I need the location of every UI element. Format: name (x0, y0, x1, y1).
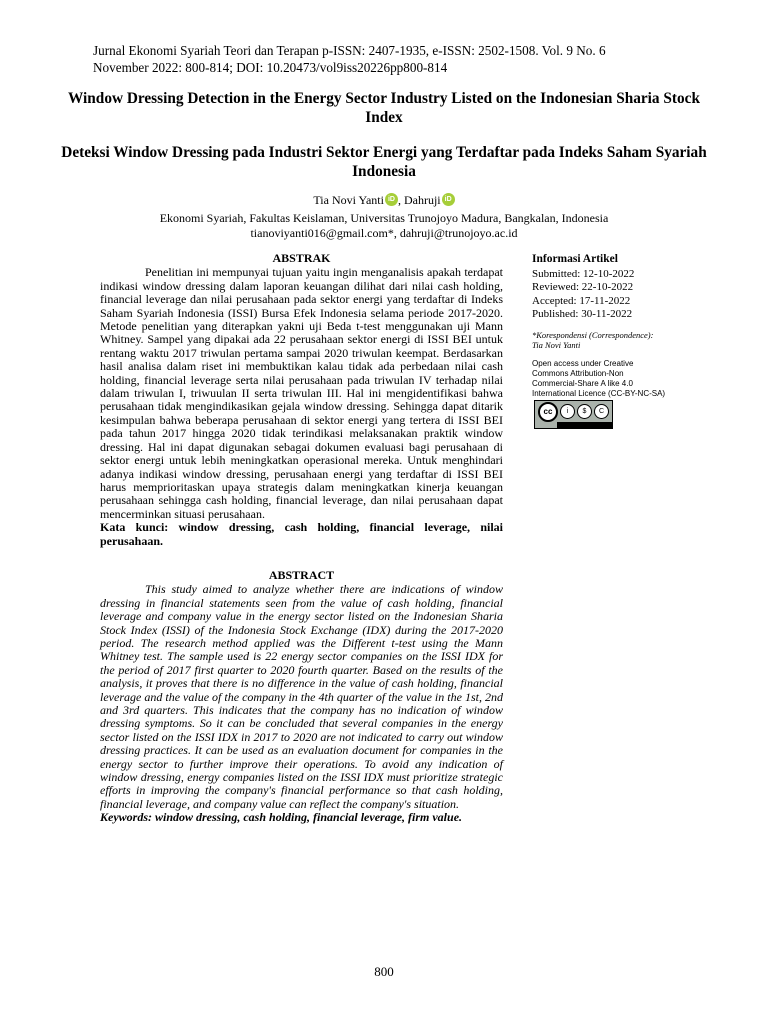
author-name: Tia Novi Yanti (313, 193, 384, 207)
author-name: Dahruji (403, 193, 441, 207)
affiliation-emails[interactable]: tianoviyanti016@gmail.com*, dahruji@trunojoyo.ac.id (250, 226, 518, 240)
cc-sa-icon: C (594, 404, 609, 419)
abstrak-keywords: Kata kunci: window dressing, cash holding, financial leverage, nilai perusahaan. (100, 520, 503, 548)
cc-nc-icon: $ (577, 404, 592, 419)
affiliation-block (60, 211, 708, 241)
paper-title-english: Window Dressing Detection in the Energy Sector Industry Listed on the Indonesian Sharia Stock Index (68, 90, 700, 126)
abstrak-body: Penelitian ini mempunyai tujuan yaitu ingin menganalisis apakah terdapat indikasi window dressing dalam laporan keuangan dilihat dari nilai cash holding, financial leverage dan nilai perusahaan pada sektor energi yang terdaftar di Indeks Saham Syariah Indonesia (ISSI) Bursa Efek Indonesia selama periode 2017-2020. Metode penelitian yang diterapkan yakni uji Beda t-test menggunakan uji Mann Whitney. Sampel yang dipakai ada 22 perusahaan sektor energi di ISSI BEI untuk rentang waktu 2017 triwulan pertama sampai 2020 triwulan keempat. Berdasarkan hasil analisa dalam riset ini membuktikan kalau tidak ada perbedaan nilai cash holding, financial leverage serta nilai perusahaan pada triwulan IV terhadap nilai dalam triwulan I, triwuulan II serta triwulan III. Hal ini mengidentifikasi bahwa perusahaan tidak mengindikasikan gejala window dressing. Sehingga dapat ditarik kesimpulan bahwa beberapa perusahaan di sektor energi yang tertera di ISSI BEI pada tahun 2017 hingga 2020 tidak terindikasi melaksanakan praktik window dressing. Hal ini dapat digunakan sebagai dokumen evaluasi bagi perusahaan di sektor energi untuk lebih meningkatkan operasional mereka. Untuk menghindari adanya indikasi window dressing, perusahaan energi yang terdaftar di ISSI BEI harus memprioritaskan upaya strategis dalam meningkatkan kinerja keuangan perusahaan sehingga cash holding, financial leverage, dan nilai perusahaan dapat mencerminkan situasi perusahaan. (100, 265, 503, 521)
accepted-date: Accepted: 17-11-2022 (532, 294, 631, 307)
license-note (532, 359, 667, 429)
author-line (60, 192, 708, 208)
abstract-keywords: Keywords: window dressing, cash holding, financial leverage, firm value. (100, 810, 463, 825)
journal-header-line2: November 2022: 800-814; DOI: 10.20473/vol9iss20226pp800-814 (93, 60, 448, 75)
reviewed-date: Reviewed: 22-10-2022 (532, 281, 634, 293)
article-info-heading: Informasi Artikel (532, 253, 618, 265)
cc-by-icon: i (560, 404, 575, 419)
cc-badge-strip (557, 422, 612, 428)
orcid-icon[interactable]: iD (442, 193, 455, 206)
abstrak-section (100, 252, 503, 548)
cc-icon: cc (538, 402, 558, 422)
abstract-section (100, 569, 503, 825)
submitted-date: Submitted: 12-10-2022 (532, 267, 635, 280)
paper-title-indonesian: Deteksi Window Dressing pada Industri Sektor Energi yang Terdaftar pada Indeks Saham Syariah Indonesia (61, 144, 707, 180)
journal-header-line1: Jurnal Ekonomi Syariah Teori dan Terapan p-ISSN: 2407-1935, e-ISSN: 2502-1508. Vol. 9 No. 6 (93, 43, 606, 58)
correspondence-name: Tia Novi Yanti (532, 340, 581, 350)
correspondence-note (532, 330, 672, 351)
journal-header (93, 42, 683, 76)
affiliation-institution: Ekonomi Syariah, Fakultas Keislaman, Universitas Trunojoyo Madura, Bangkalan, Indonesia (159, 211, 609, 225)
license-text: Open access under Creative Commons Attribution-Non Commercial-Share A like 4.0 International Licence (CC-BY-NC-SA) (532, 358, 666, 399)
abstract-body: This study aimed to analyze whether there are indications of window dressing in financial statements seen from the value of cash holding, financial leverage and company value in the energy sector listed on the Indonesian Sharia Stock Index (ISSI) of the Indonesia Stock Exchange (IDX) during the 2017-2020 period. The research method applied was the Different t-test using the Mann Whitney test. The sample used is 22 energy sector companies on the ISSI IDX for the period of 2017 first quarter to 2020 fourth quarter. Based on the results of the analysis, it proves that there is no difference in the value of cash holding, financial leverage and the value of the company in the 4th quarter of the value in the 1st, 2nd and 3rd quarters. This indicates that the company has no indication of window dressing symptoms. So it can be concluded that several companies in the energy sector listed on the ISSI IDX in 2017 to 2020 are not indicated to carry out window dressing practices. It can be used as an evaluation document for companies in the energy sector to further improve their operations. To avoid any indication of window dressing, energy companies listed on the ISSI IDX must prioritize strategic efforts in improving the company's financial performance so that cash holding, financial leverage, and company value can reflect the company's situation. (100, 582, 503, 811)
abstracts-column (100, 252, 503, 825)
abstract-heading: ABSTRACT (268, 567, 335, 582)
page-number: 800 (374, 964, 394, 979)
abstrak-heading: ABSTRAK (272, 251, 331, 265)
article-info-sidebar (532, 253, 672, 429)
orcid-icon[interactable]: iD (385, 193, 398, 206)
correspondence-label: *Korespondensi (Correspondence): (532, 329, 654, 340)
published-date: Published: 30-11-2022 (532, 308, 633, 320)
cc-by-nc-sa-badge-icon[interactable] (534, 400, 613, 429)
author-separator: , (397, 193, 404, 207)
